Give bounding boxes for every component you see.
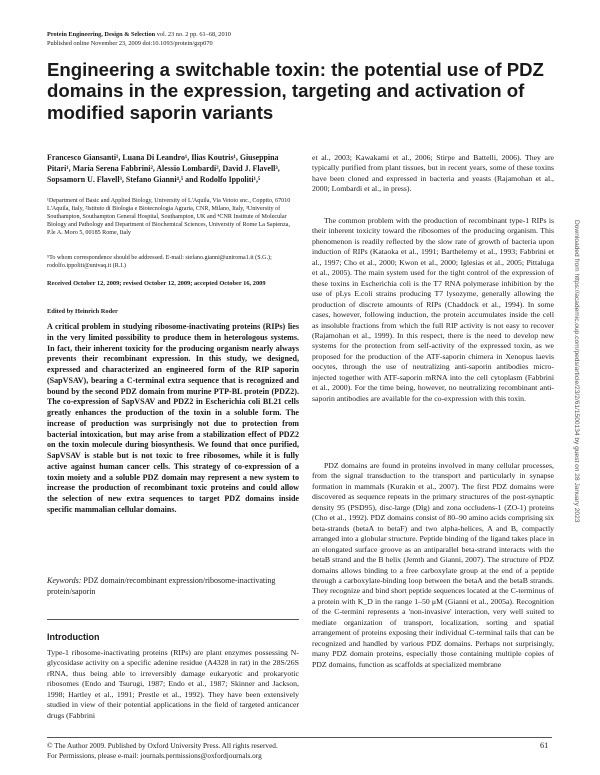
footer-rule [47,737,552,738]
editor-line: Edited by Heinrich Roder [47,308,118,315]
copyright-line: © The Author 2009. Published by Oxford University Press. All rights reserved. [47,741,278,750]
keywords-text: PDZ domain/recombinant expression/ribosome-inactivating protein/saporin [47,576,276,596]
intro-paragraph-left: Type-1 ribosome-inactivating proteins (RIPs) are plant enzymes possessing N-glycosidase activity on a specific adenine residue (A4328 in rat) in the 28S/26S rRNA, thus being able to irreversibly damage eukaryotic and prokaryotic ribosomes (Endo and Tsurugi, 1987; Endo et al., 1987; Skinner and Jackson, 1998; Hartley et al., 1991; Prestle et al., 1992). They have been extensively studied in view of their potential applications in the field of targeted anticancer drugs (Fabbrini [47,648,299,720]
correspondence: ⁵To whom correspondence should be addressed. E-mail: stefano.gianni@uniroma1.it (S.G.); rodolfo.ippoliti@univaq.it (R.I.) [47,255,272,269]
author-list: Francesco Giansanti¹, Luana Di Leandro¹, Ilias Koutris¹, Giuseppina Pitari¹, Maria Serena Fabbrini², Alessio Lombardi², David J. Flavell³, Sopsamorn U. Flavell³, Stefano Gianni⁴,⁵ and Rodolfo Ippoliti¹,⁵ [47,153,280,184]
publication-info: Published online November 23, 2009 doi:10.1093/protein/gzp070 [47,39,213,47]
permissions-line: For Permissions, please e-mail: journals.permissions@oxfordjournals.org [47,751,262,761]
keywords-label: Keywords: [47,576,82,585]
footer-notes [47,741,447,761]
intro-paragraph-continued: et al., 2003; Kawakami et al., 2006; Stirpe and Battelli, 2006). They are typically purified from plant tissues, but in recent years, some of these toxins have been cloned and expressed in bacteria and yeasts (Rajamohan et al., 2000; Lombardi et al., in press). [312,153,554,194]
intro-paragraph-3: PDZ domains are found in proteins involved in many cellular processes, from the signal transduction to the transport and particularly in synapse formation in mammals (Kurakin et al., 2007). The first PDZ domains were discovered as sequence repeats in the primary structures of the post-synaptic density 95 (PSD95), disc-large (Dlg) and zona occludens-1 (ZO-1) proteins (Cho et al., 1992). PDZ domains consist of 80–90 amino acids comprising six beta-strands (betaA to betaF) and two alpha-helices, A and B, compactly arranged into a globular structure. Peptide binding of the ligand takes place in an elongated surface groove as an antiparallel beta-strand interacts with the betaB strand and the B helix (Jemth and Gianni, 2007). The structure of PDZ domains allows binding to a free carboxylate group at the end of a peptide through a carboxylate-binding loop between the betaA and the betaB strands. They recognize and bind short peptide sequences located at the C-terminus of a protein with K_D in the range 1–50 μM (Gianni et al., 2005a). Recognition of the C-termini represents a 'non-invasive' interaction, very well suited to mediate organization of transport, localization, sorting and spatial arrangement of proteins exposing their individual C-terminal tails that can be recognized and handled by various PDZ domains. Perhaps not surprisingly, many PDZ domain proteins, especially those containing multiple copies of PDZ domains, function as scaffolds at specialized membrane [312,461,554,669]
submission-dates: Received October 12, 2009; revised October 12, 2009; accepted October 16, 2009 [47,280,266,287]
volume-info: vol. 23 no. 2 pp. 61–68, 2010 [155,31,231,38]
intro-paragraph-2: The common problem with the production of recombinant type-1 RIPs is their inherent toxicity toward the ribosomes of the producing organism. This phenomenon is readily reflected by the slow rate of growth of bacteria upon induction of RIPs (Kataoka et al., 1991; Barthelemy et al., 1993; Fabbrini et al., 1997; Cho et al., 2000; Kwon et al., 2000; Iglesias et al., 2005; Pittaluga et al., 2005). The main system used for the tight control of the expression of these toxins in Escherichia coli is the T7 RNA polymerase inhibition by the use of pLys E.coli strains producing T7 lysozyme, generally allowing the production of discrete amounts of RIPs (Chaddock et al., 1994). In some cases, however, following induction, the protein accumulates inside the cell as insoluble fractions from which the full RIP activity is not easy to recover (Rajamohan et al., 1999). In this respect, there is the need to develop new systems for the protection from self-activity of the expressed toxin, as we proposed for the production of the ATF-saporin chimera in Xenopus laevis oocytes, through the use of neutralizing anti-saporin antibodies micro-injected together with ATF-saporin mRNA into the cell cytoplasm (Fabbrini et al., 2000). For the time being, however, no neutralizing recombinant anti-saporin antibodies are available for the co-expression with this toxin. [312,216,554,403]
affiliations: ¹Department of Basic and Applied Biology, University of L'Aquila, Via Vetoio snc., Coppito, 67010 L'Aquila, Italy, ²Istituto di Biologia e Biotecnologia Agraria, CNR, Milano, Italy, ³University of Southampton, Southampton General Hospital, Southampton, UK and ⁴CNR Institute of Molecular Biology and Pathology and Department of Biochemical Sciences, University of Rome La Sapienza, P.le A. Moro 5, 00185 Rome, Italy [47,198,291,236]
introduction-heading: Introduction [47,632,100,642]
section-divider [47,619,299,620]
keywords [47,576,299,598]
journal-name: Protein Engineering, Design & Selection [47,31,156,38]
page-number: 61 [540,741,549,750]
abstract: A critical problem in studying ribosome-inactivating proteins (RIPs) lies in the very limited possibility to produce them in heterologous systems. In fact, their inherent toxicity for the producing organism nearly always prevents their recombinant expression. In this study, we designed, expressed and characterized an engineered form of the RIP saporin (SapVSAV), bearing a C-terminal extra sequence that is recognized and bound by the second PDZ domain from murine PTP-BL protein (PDZ2). The co-expression of SapVSAV and PDZ2 in Escherichia coli BL21 cells greatly enhances the production of the toxin in a soluble form. The increase of production was surprisingly not due to protection from bacterial intoxication, but may arise from a stabilization effect of PDZ2 on the toxin molecule during biosynthesis. We found that once purified, SapVSAV is stable but is not toxic to free ribosomes, while it is fully active against human cancer cells. This strategy of co-expression of a toxin moiety and a soluble PDZ domain may represent a new system to increase the production of recombinant toxic proteins and could allow the selection of new extra sequences to target PDZ domains inside specific mammalian cellular domains. [47,322,299,514]
journal-header [47,31,407,48]
article-title: Engineering a switchable toxin: the potential use of PDZ domains in the expression, targeting and activation of modified saporin variants [47,59,544,123]
download-watermark: Downloaded from https://academic.oup.com/peds/article/23/2/61/1500134 by guest on 28 January 2023 [573,220,580,523]
